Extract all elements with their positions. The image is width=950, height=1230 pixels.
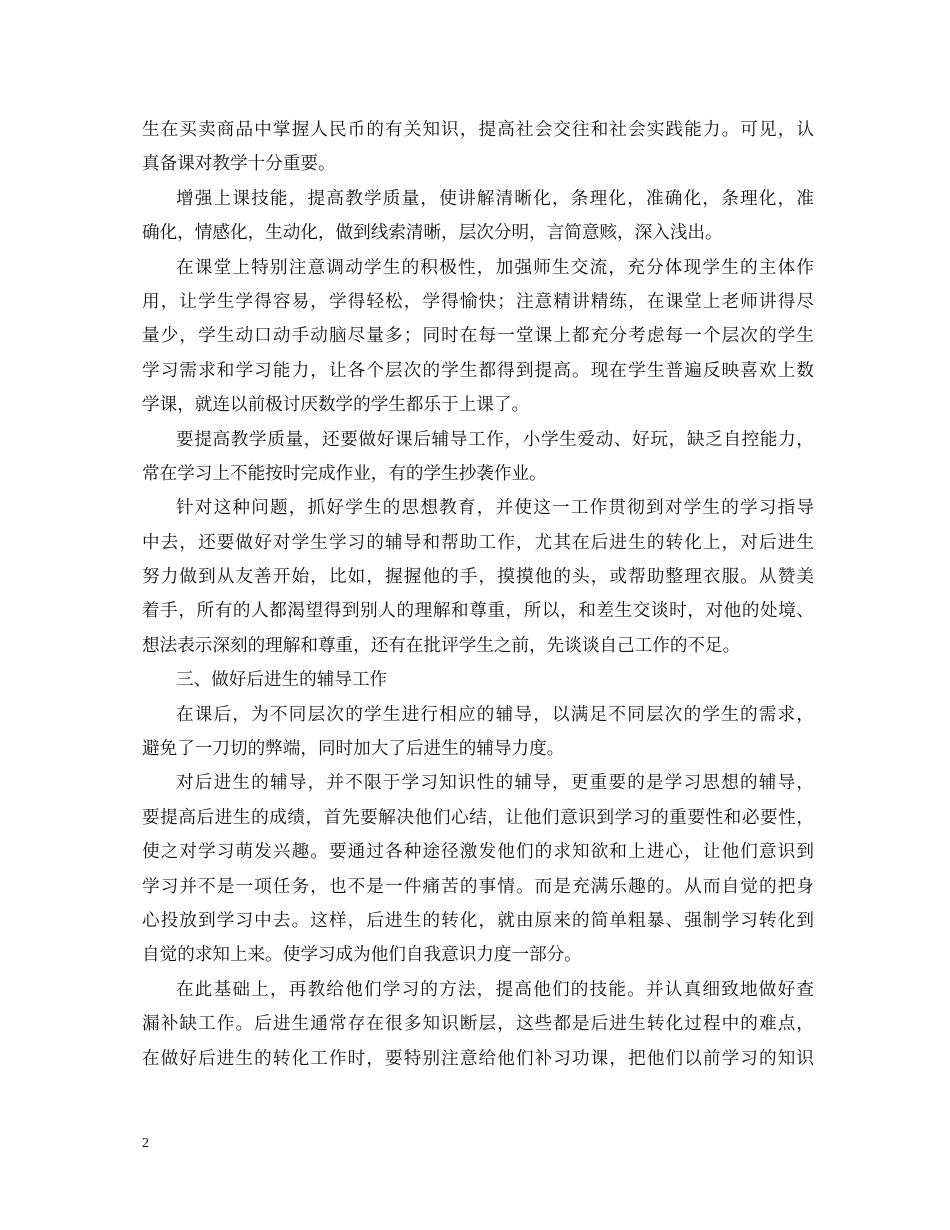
paragraph-first-line: 在此基础上，再教给他们学习的方法，提高他们的技能。并认真细致地做好查 bbox=[176, 979, 814, 1000]
text-line: 真备课对教学十分重要。 bbox=[142, 154, 336, 175]
text-line: 使之对学习萌发兴趣。要通过各种途径激发他们的求知欲和上进心，让他们意识到 bbox=[142, 842, 814, 863]
text-line: 用，让学生学得容易，学得轻松，学得愉快；注意精讲精练，在课堂上老师讲得尽 bbox=[142, 291, 814, 312]
text-line: 努力做到从友善开始，比如，握握他的手，摸摸他的头，或帮助整理衣服。从赞美 bbox=[142, 567, 814, 588]
text-line: 心投放到学习中去。这样，后进生的转化，就由原来的简单粗暴、强制学习转化到 bbox=[142, 910, 814, 931]
text-line: 学习并不是一项任务，也不是一件痛苦的事情。而是充满乐趣的。从而自觉的把身 bbox=[142, 876, 814, 897]
paragraph-first-line: 要提高教学质量，还要做好课后辅导工作，小学生爱动、好玩，缺乏自控能力， bbox=[176, 429, 814, 450]
text-line: 要提高后进生的成绩，首先要解决他们心结，让他们意识到学习的重要性和必要性， bbox=[142, 807, 814, 828]
text-line: 学习需求和学习能力，让各个层次的学生都得到提高。现在学生普遍反映喜欢上数 bbox=[142, 360, 814, 381]
text-line: 常在学习上不能按时完成作业，有的学生抄袭作业。 bbox=[142, 463, 547, 484]
text-line: 确化，情感化，生动化，做到线索清晰，层次分明，言简意赅，深入浅出。 bbox=[142, 223, 723, 244]
text-line: 漏补缺工作。后进生通常存在很多知识断层，这些都是后进生转化过程中的难点， bbox=[142, 1014, 814, 1035]
paragraph-first-line: 针对这种问题，抓好学生的思想教育，并使这一工作贯彻到对学生的学习指导 bbox=[176, 498, 814, 519]
paragraph-first-line: 对后进生的辅导，并不限于学习知识性的辅导，更重要的是学习思想的辅导， bbox=[176, 773, 814, 794]
paragraph-first-line: 在课后，为不同层次的学生进行相应的辅导，以满足不同层次的学生的需求， bbox=[176, 704, 814, 725]
text-line: 避免了一刀切的弊端，同时加大了后进生的辅导力度。 bbox=[142, 739, 565, 760]
text-line: 生在买卖商品中掌握人民币的有关知识，提高社会交往和社会实践能力。可见，认 bbox=[142, 120, 814, 140]
text-line: 自觉的求知上来。使学习成为他们自我意识力度一部分。 bbox=[142, 945, 582, 966]
text-line: 着手，所有的人都渴望得到别人的理解和尊重，所以，和差生交谈时，对他的处境、 bbox=[142, 601, 814, 622]
page-number: 2 bbox=[142, 1136, 149, 1151]
text-line: 中去，还要做好对学生学习的辅导和帮助工作，尤其在后进生的转化上，对后进生 bbox=[142, 532, 814, 553]
text-line: 想法表示深刻的理解和尊重，还有在批评学生之前，先谈谈自己工作的不足。 bbox=[142, 635, 741, 656]
text-line: 量少，学生动口动手动脑尽量多；同时在每一堂课上都充分考虑每一个层次的学生 bbox=[142, 326, 814, 347]
text-line: 学课，就连以前极讨厌数学的学生都乐于上课了。 bbox=[142, 395, 530, 416]
text-line: 在做好后进生的转化工作时，要特别注意给他们补习功课，把他们以前学习的知识 bbox=[142, 1048, 814, 1069]
paragraph-first-line: 增强上课技能，提高教学质量，使讲解清晰化，条理化，准确化，条理化，准 bbox=[176, 188, 814, 209]
paragraph-first-line: 在课堂上特别注意调动学生的积极性，加强师生交流，充分体现学生的主体作 bbox=[176, 257, 814, 278]
section-heading: 三、做好后进生的辅导工作 bbox=[176, 670, 388, 691]
document-body bbox=[142, 113, 814, 1076]
